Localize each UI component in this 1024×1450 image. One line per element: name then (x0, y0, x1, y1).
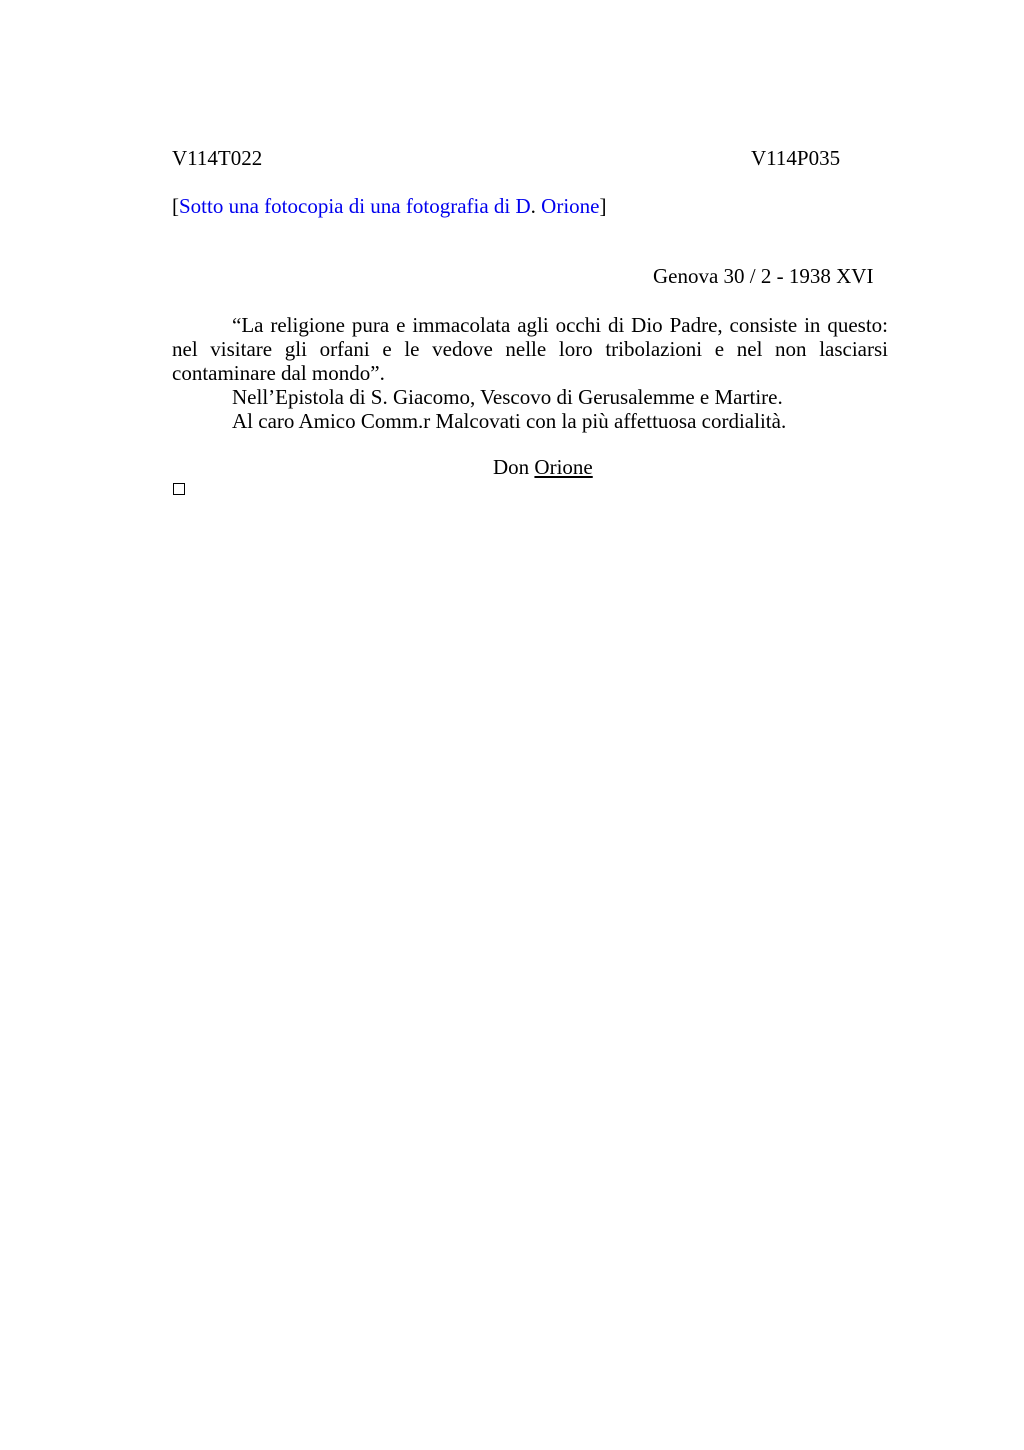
note-close-bracket: ] (599, 194, 607, 218)
letter-body (172, 313, 888, 433)
signature (493, 455, 593, 479)
letter-date: Genova 30 / 2 - 1938 XVI (653, 264, 874, 288)
document-code-right: V114P035 (751, 146, 841, 170)
note-dot: . (530, 194, 536, 218)
editorial-note (172, 194, 607, 218)
note-text-b: Orione (535, 194, 600, 218)
signature-name: Orione (534, 455, 593, 479)
signature-prefix: Don (493, 455, 535, 479)
note-open-bracket: [ (172, 194, 179, 218)
empty-square-icon (173, 483, 185, 495)
source-paragraph: Nell’Epistola di S. Giacomo, Vescovo di Gerusalemme e Martire. (232, 385, 783, 409)
note-text-a: Sotto una fotocopia di una fotografia di D (179, 194, 531, 218)
quote-paragraph: “La religione pura e immacolata agli occhi di Dio Padre, consiste in questo: nel visitare gli orfani e le vedove nelle loro tribolazioni e nel non lasciarsi contaminare dal mondo”. (172, 313, 888, 385)
dedication-paragraph: Al caro Amico Comm.r Malcovati con la più affettuosa cordialità. (232, 409, 787, 433)
document-code-left: V114T022 (172, 146, 263, 170)
